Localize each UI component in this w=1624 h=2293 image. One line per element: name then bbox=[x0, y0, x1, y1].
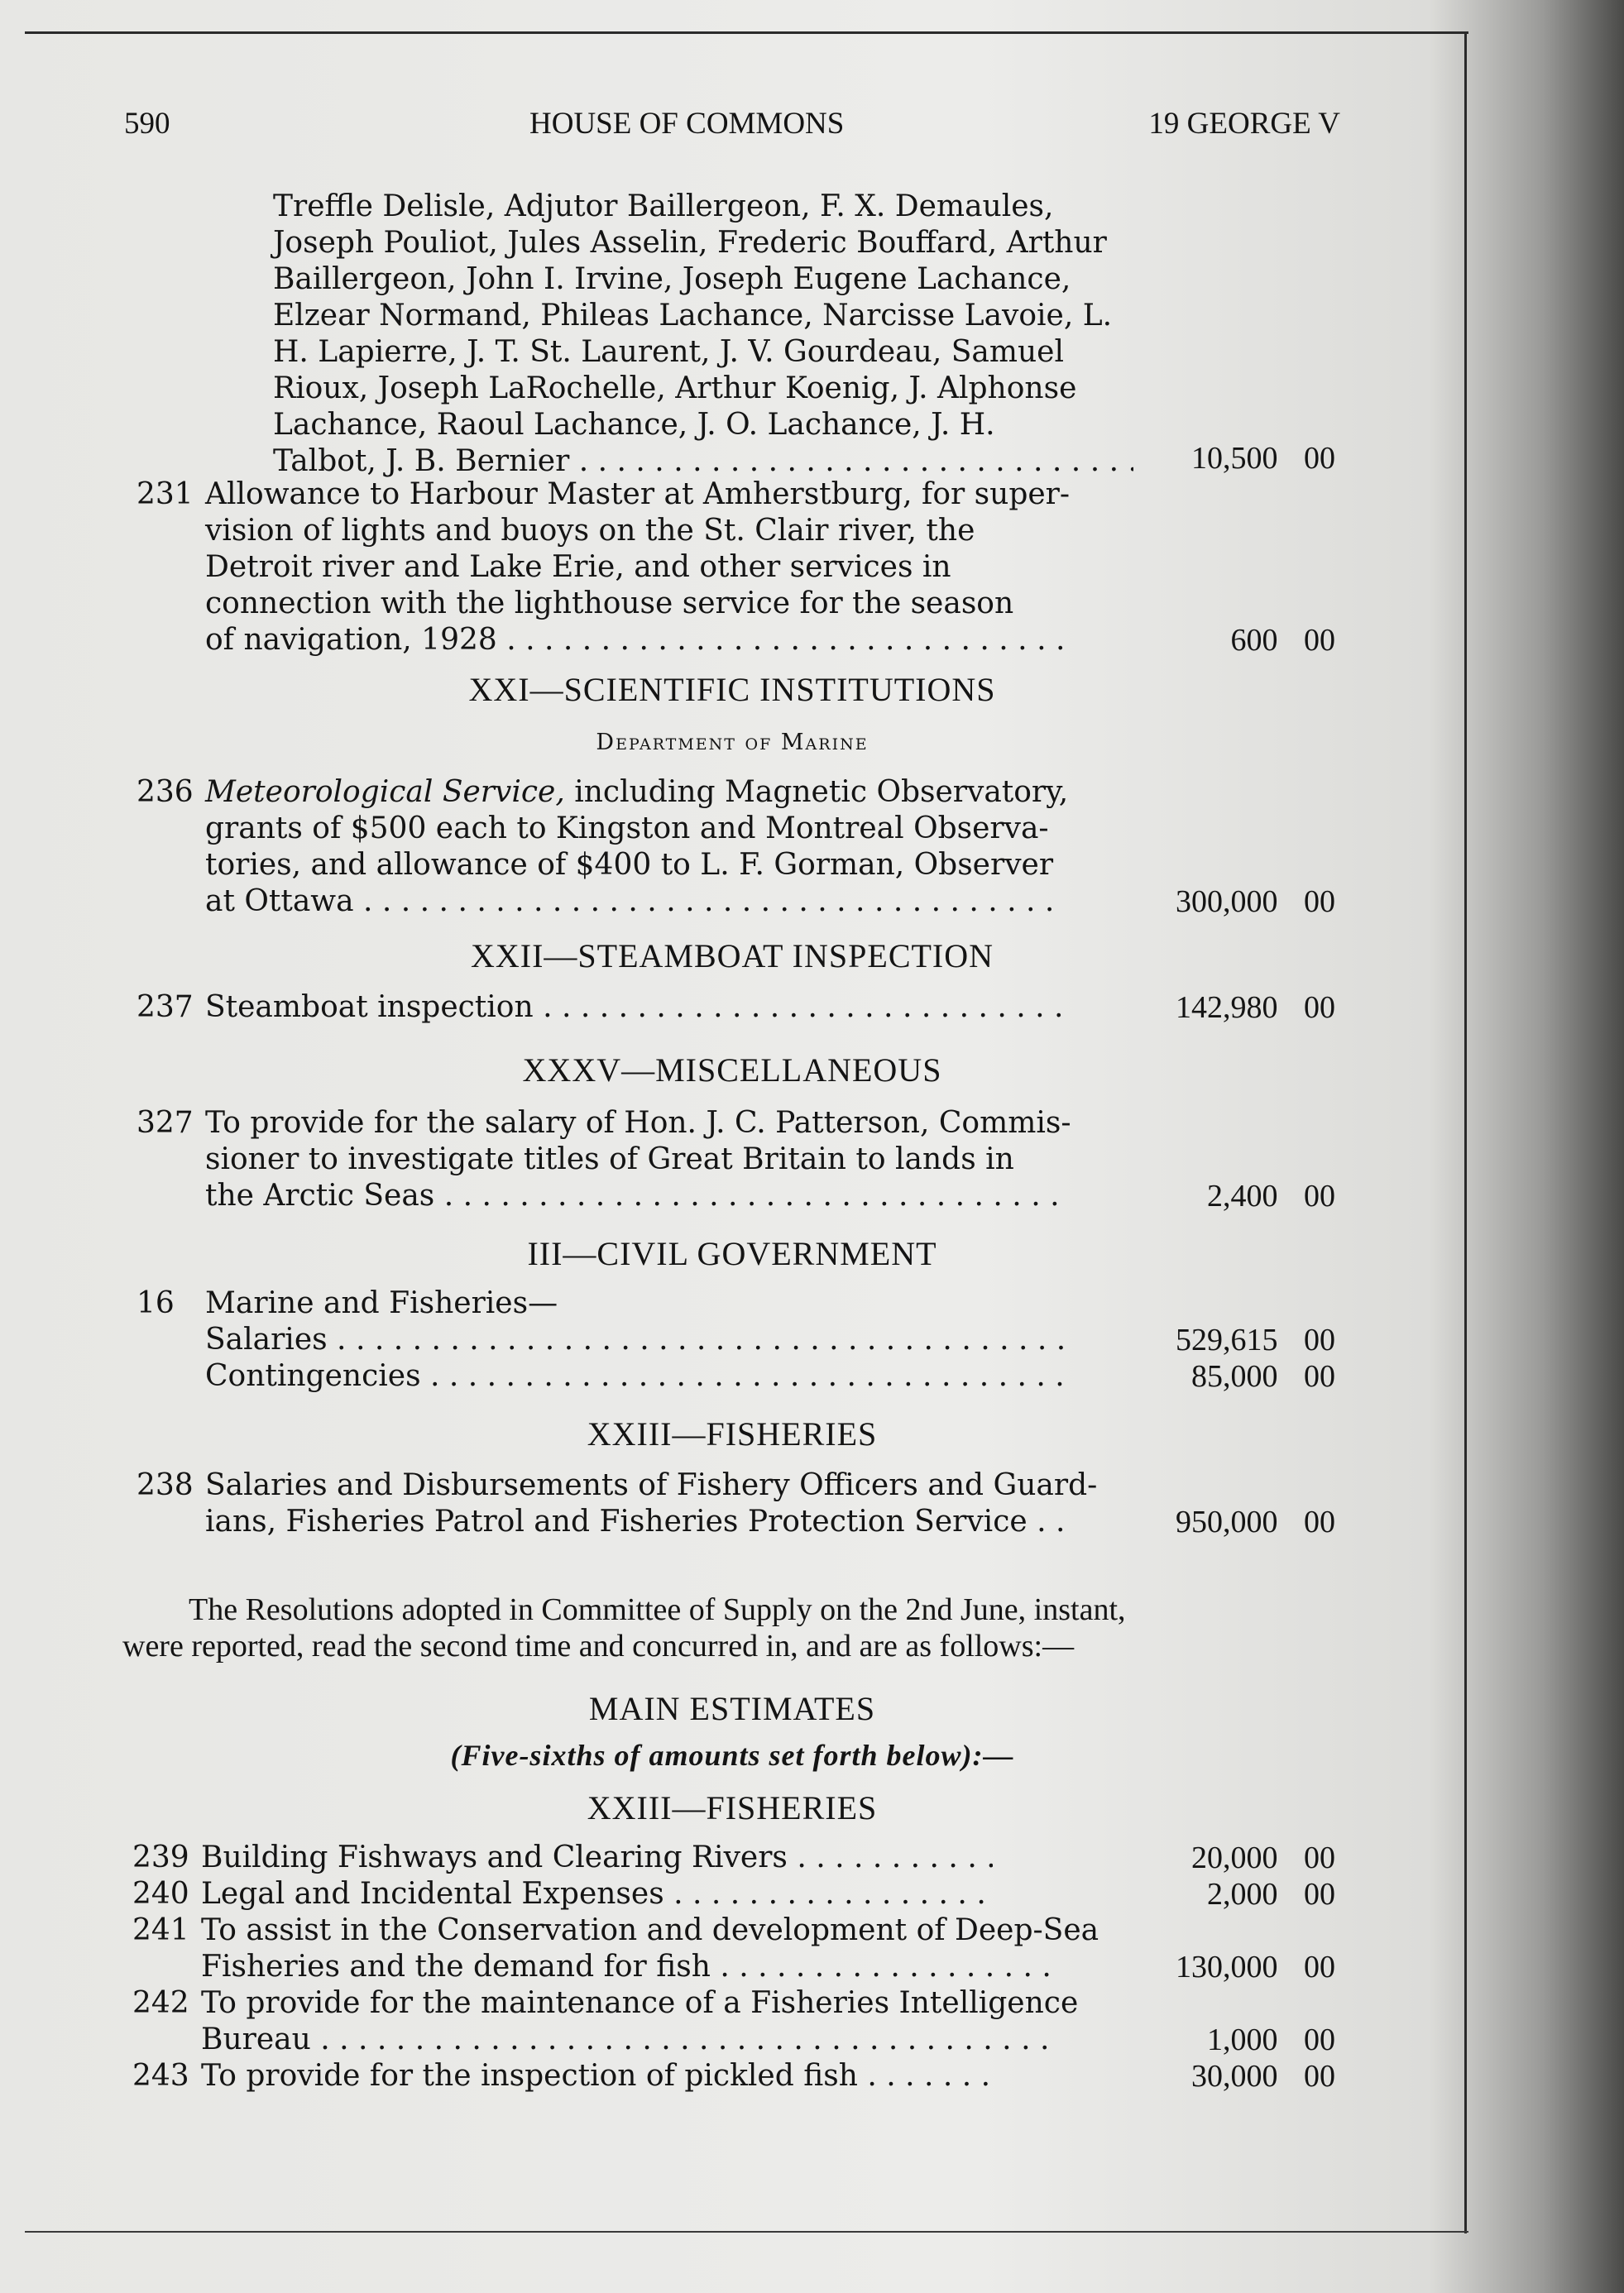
item-text-last: ians, Fisheries Patrol and Fisheries Protection Service . . . bbox=[137, 1504, 1066, 1540]
item-243-amount: 30,000 00 bbox=[1191, 2059, 1335, 2094]
item-text: Legal and Incidental Expenses bbox=[201, 1877, 664, 1911]
item-italic-text: Meteorological Service, bbox=[205, 775, 565, 809]
item-text: Marine and Fisheries— bbox=[205, 1286, 558, 1320]
contingencies-amount: 85,000 00 bbox=[1191, 1359, 1335, 1394]
item-text: including Magnetic Observatory, bbox=[564, 775, 1069, 809]
item-number: 236 bbox=[137, 775, 194, 809]
names-line: H. Lapierre, J. T. St. Laurent, J. V. Gourdeau, Samuel bbox=[273, 335, 1064, 369]
item-number: 238 bbox=[137, 1468, 194, 1502]
item-241 bbox=[132, 1912, 1129, 1985]
item-text: To provide for the inspection of pickled fish bbox=[201, 2059, 858, 2093]
item-number: 231 bbox=[137, 477, 194, 511]
item-text-last: of navigation, 1928 . . . bbox=[137, 622, 1066, 658]
item-number: 16 bbox=[137, 1286, 175, 1320]
item-text-last: the Arctic Seas . . . bbox=[137, 1178, 1066, 1214]
names-line: Rioux, Joseph LaRochelle, Arthur Koenig, J. Alphonse bbox=[273, 371, 1077, 405]
item-number: 243 bbox=[132, 2059, 189, 2093]
item-241-amount: 130,000 00 bbox=[1176, 1950, 1335, 1984]
page-title: HOUSE OF COMMONS bbox=[529, 107, 845, 141]
item-236-amount: 300,000 00 bbox=[1176, 884, 1335, 919]
page-number: 590 bbox=[124, 107, 170, 141]
item-236 bbox=[137, 774, 1133, 920]
item-text: connection with the lighthouse service for the season bbox=[205, 586, 1014, 620]
session-label: 19 GEORGE V bbox=[1148, 107, 1340, 141]
item-243 bbox=[132, 2058, 1129, 2094]
item-327-amount: 2,400 00 bbox=[1207, 1179, 1335, 1214]
section-heading-xxii: XXII—STEAMBOAT INSPECTION bbox=[470, 937, 994, 974]
item-242 bbox=[132, 1985, 1129, 2058]
item-240-amount: 2,000 00 bbox=[1207, 1877, 1335, 1912]
item-text: Steamboat inspection bbox=[205, 990, 534, 1024]
section-heading-xxxv: XXXV—MISCELLANEOUS bbox=[522, 1051, 942, 1089]
item-text: Building Fishways and Clearing Rivers bbox=[201, 1841, 788, 1874]
section-heading-fisheries: XXIII—FISHERIES bbox=[587, 1789, 878, 1826]
department-heading: Department of Marine bbox=[596, 730, 869, 755]
salaries-line: Salaries . . . bbox=[137, 1322, 1066, 1358]
item-text: Detroit river and Lake Erie, and other services in bbox=[205, 550, 951, 584]
section-heading-iii: III—CIVIL GOVERNMENT bbox=[527, 1235, 937, 1272]
resolution-line: The Resolutions adopted in Committee of Supply on the 2nd June, instant, bbox=[189, 1592, 1126, 1627]
item-text-last: Bureau . . . bbox=[132, 2022, 1061, 2058]
item-number: 240 bbox=[132, 1877, 189, 1911]
names-line: Elzear Normand, Phileas Lachance, Narcisse Lavoie, L. bbox=[273, 299, 1113, 333]
item-240 bbox=[132, 1876, 1129, 1912]
item-text: vision of lights and buoys on the St. Clair river, the bbox=[205, 514, 975, 548]
names-line: Lachance, Raoul Lachance, J. O. Lachance, J. H. bbox=[273, 408, 995, 442]
item-239-amount: 20,000 00 bbox=[1191, 1841, 1335, 1875]
main-estimates-note: (Five-sixths of amounts set forth below):— bbox=[450, 1739, 1014, 1772]
item-239 bbox=[132, 1840, 1129, 1876]
section-heading-xxi: XXI—SCIENTIFIC INSTITUTIONS bbox=[468, 671, 996, 708]
item-number: 327 bbox=[137, 1106, 194, 1140]
names-paragraph bbox=[273, 189, 1133, 480]
item-number: 237 bbox=[137, 990, 194, 1024]
item-16 bbox=[137, 1285, 1133, 1395]
resolution-line: were reported, read the second time and concurred in, and are as follows:— bbox=[122, 1629, 1075, 1664]
item-number: 242 bbox=[132, 1986, 189, 2020]
section-heading-xxiii: XXIII—FISHERIES bbox=[587, 1415, 878, 1453]
item-text-last: Fisheries and the demand for fish . . . bbox=[132, 1949, 1061, 1985]
resolution-paragraph bbox=[122, 1592, 1330, 1628]
item-231 bbox=[137, 476, 1133, 658]
resolution-paragraph-2 bbox=[122, 1628, 1330, 1664]
item-text: grants of $500 each to Kingston and Montreal Observa- bbox=[205, 811, 1049, 845]
item-text: sioner to investigate titles of Great Britain to lands in bbox=[205, 1142, 1014, 1176]
item-text-last: at Ottawa . . . bbox=[137, 883, 1066, 920]
names-line: Treffle Delisle, Adjutor Baillergeon, F. X. Demaules, bbox=[273, 189, 1054, 223]
item-text: Salaries and Disbursements of Fishery Officers and Guard- bbox=[205, 1468, 1098, 1502]
names-line: Baillergeon, John I. Irvine, Joseph Eugene Lachance, bbox=[273, 262, 1071, 296]
names-line: Joseph Pouliot, Jules Asselin, Frederic Bouffard, Arthur bbox=[273, 226, 1107, 260]
item-number: 241 bbox=[132, 1913, 189, 1947]
salaries-amount: 529,615 00 bbox=[1176, 1323, 1335, 1357]
item-237 bbox=[137, 989, 1067, 1026]
item-238-amount: 950,000 00 bbox=[1176, 1505, 1335, 1539]
item-237-amount: 142,980 00 bbox=[1176, 990, 1335, 1025]
item-text: To assist in the Conservation and development of Deep-Sea bbox=[201, 1913, 1099, 1947]
item-number: 239 bbox=[132, 1841, 189, 1874]
main-estimates-heading: MAIN ESTIMATES bbox=[588, 1690, 876, 1727]
names-line-last: Talbot, J. B. Bernier . . . bbox=[273, 443, 1133, 480]
item-327 bbox=[137, 1105, 1133, 1214]
item-242-amount: 1,000 00 bbox=[1207, 2023, 1335, 2057]
item-text: tories, and allowance of $400 to L. F. Gorman, Observer bbox=[205, 848, 1054, 882]
item-text: Allowance to Harbour Master at Amherstburg, for super- bbox=[205, 477, 1071, 511]
right-rule bbox=[1464, 33, 1467, 2233]
item-231-amount: 600 00 bbox=[1230, 623, 1335, 658]
item-text: To provide for the salary of Hon. J. C. Patterson, Commis- bbox=[205, 1106, 1071, 1140]
item-238 bbox=[137, 1467, 1133, 1540]
item-text: To provide for the maintenance of a Fisheries Intelligence bbox=[201, 1986, 1079, 2020]
names-amount: 10,500 00 bbox=[1191, 441, 1335, 476]
contingencies-line: Contingencies . . . bbox=[137, 1358, 1066, 1395]
running-header bbox=[124, 106, 1340, 144]
